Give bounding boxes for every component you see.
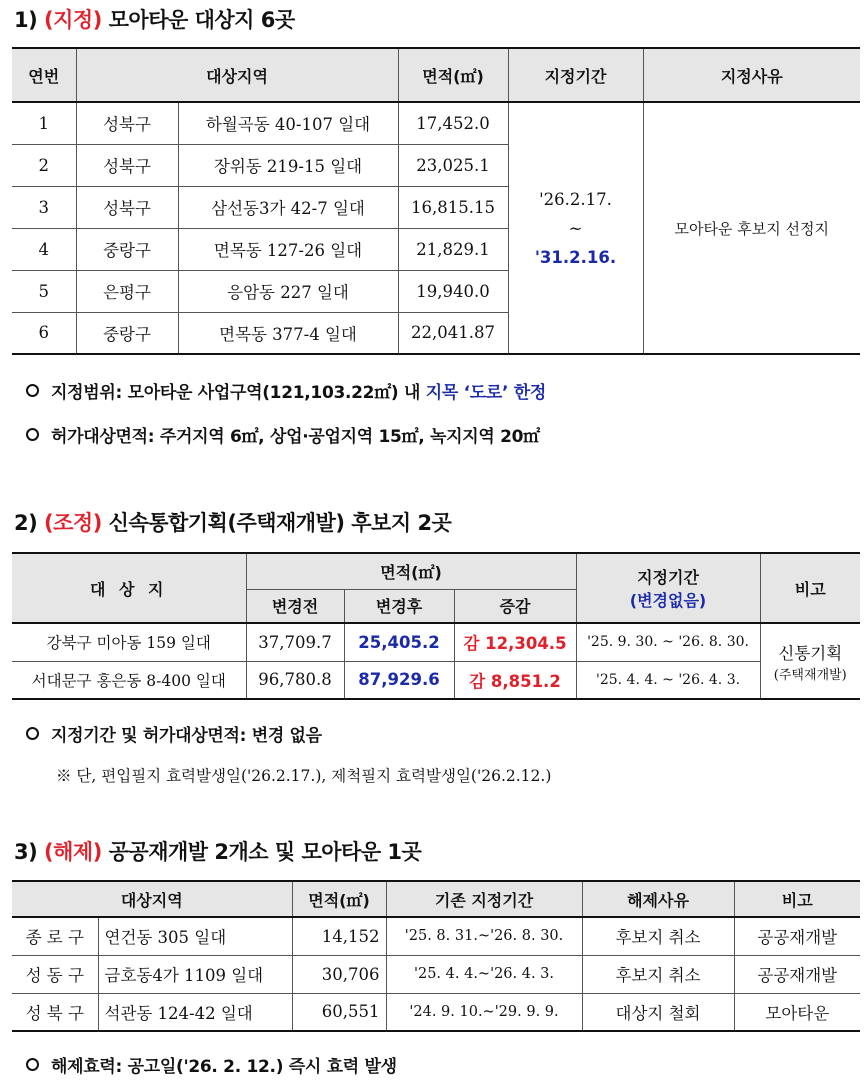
- period-tilde: ~: [568, 218, 583, 238]
- col-header-remark: 비고: [760, 553, 860, 623]
- row-period: '25. 4. 4.~'26. 4. 3.: [386, 955, 582, 993]
- section2-number: 2): [14, 511, 38, 535]
- section1-tag: (지정): [44, 8, 102, 32]
- section2-title: 신속통합기획(주택재개발) 후보지 2곳: [108, 511, 452, 535]
- col-header-no: 연번: [12, 48, 76, 102]
- col-header-remark: 비고: [734, 881, 860, 917]
- permit-area-text: 허가대상면적: 주거지역 6㎡, 상업·공업지역 15㎡, 녹지지역 20㎡: [51, 427, 540, 447]
- col-header-reason: 지정사유: [643, 48, 860, 102]
- row-before: 96,780.8: [246, 661, 344, 699]
- designation-table: [12, 47, 860, 355]
- row-reason: 대상지 철회: [582, 993, 734, 1031]
- row-gu: 성북구: [76, 186, 178, 228]
- row-gu: 중랑구: [76, 312, 178, 354]
- row-no: 5: [12, 270, 76, 312]
- row-no: 2: [12, 144, 76, 186]
- section3-heading: [14, 836, 421, 866]
- row-remark: 공공재개발: [734, 955, 860, 993]
- table-row: [12, 917, 860, 955]
- period-note: (변경없음): [629, 591, 707, 610]
- row-diff: 감 8,851.2: [454, 661, 576, 699]
- row-address: 장위동 219-15 일대: [178, 144, 398, 186]
- row-target: 서대문구 홍은동 8-400 일대: [12, 661, 246, 699]
- table-row: [12, 955, 860, 993]
- designation-period-cell: [508, 102, 643, 354]
- circle-bullet-icon: [26, 727, 39, 740]
- row-area: 17,452.0: [398, 102, 508, 144]
- section1-heading: [14, 4, 295, 34]
- row-gu: 은평구: [76, 270, 178, 312]
- row-area: 60,551: [292, 993, 386, 1031]
- section1-number: 1): [14, 8, 38, 32]
- row-gu: 성 북 구: [12, 993, 98, 1031]
- row-gu: 종 로 구: [12, 917, 98, 955]
- row-remark: 공공재개발: [734, 917, 860, 955]
- row-period: '25. 8. 31.~'26. 8. 30.: [386, 917, 582, 955]
- col-header-area: 면적(㎡): [246, 553, 576, 589]
- col-header-target: 대 상 지: [12, 553, 246, 623]
- section1-bullet-area: [26, 422, 540, 447]
- row-period: '25. 9. 30. ~ '26. 8. 30.: [576, 623, 760, 661]
- col-header-period: 지정기간: [508, 48, 643, 102]
- table-row: [12, 661, 860, 699]
- row-remark: 모아타운: [734, 993, 860, 1031]
- row-address: 면목동 127-26 일대: [178, 228, 398, 270]
- col-header-diff: 증감: [454, 589, 576, 623]
- row-address: 금호동4가 1109 일대: [98, 955, 292, 993]
- table-row: [12, 102, 860, 144]
- designation-reason-cell: 모아타운 후보지 선정지: [643, 102, 860, 354]
- row-before: 37,709.7: [246, 623, 344, 661]
- circle-bullet-icon: [26, 428, 39, 441]
- section3-bullet: [26, 1052, 397, 1077]
- period-end: '31.2.16.: [534, 247, 617, 267]
- section2-note: ※ 단, 편입필지 효력발생일('26.2.17.), 제척필지 효력발생일('26.2.12.): [56, 767, 552, 785]
- section3-tag: (해제): [44, 840, 102, 864]
- row-area: 30,706: [292, 955, 386, 993]
- section3-number: 3): [14, 840, 38, 864]
- section2-tag: (조정): [44, 511, 102, 535]
- section2-bullet: [26, 721, 322, 746]
- period-start: '26.2.17.: [539, 189, 612, 209]
- col-header-prev-period: 기존 지정기간: [386, 881, 582, 917]
- row-period: '25. 4. 4. ~ '26. 4. 3.: [576, 661, 760, 699]
- col-header-reason: 해제사유: [582, 881, 734, 917]
- row-target: 강북구 미아동 159 일대: [12, 623, 246, 661]
- row-no: 3: [12, 186, 76, 228]
- remark-sub: (주택재개발): [773, 667, 847, 683]
- row-gu: 성북구: [76, 102, 178, 144]
- remark-main: 신통기획: [778, 643, 843, 663]
- circle-bullet-icon: [26, 384, 39, 397]
- row-no: 4: [12, 228, 76, 270]
- release-table: [12, 880, 860, 1032]
- row-area: 21,829.1: [398, 228, 508, 270]
- col-header-region: 대상지역: [12, 881, 292, 917]
- section3-title: 공공재개발 2개소 및 모아타운 1곳: [108, 840, 422, 864]
- row-gu: 성 동 구: [12, 955, 98, 993]
- col-header-region: 대상지역: [76, 48, 398, 102]
- col-header-before: 변경전: [246, 589, 344, 623]
- row-area: 23,025.1: [398, 144, 508, 186]
- row-area: 14,152: [292, 917, 386, 955]
- row-address: 삼선동3가 42-7 일대: [178, 186, 398, 228]
- row-address: 하월곡동 40-107 일대: [178, 102, 398, 144]
- row-gu: 성북구: [76, 144, 178, 186]
- row-area: 16,815.15: [398, 186, 508, 228]
- scope-text: 지정범위: 모아타운 사업구역(121,103.22㎡) 내: [51, 383, 426, 403]
- col-header-area: 면적(㎡): [398, 48, 508, 102]
- row-address: 면목동 377-4 일대: [178, 312, 398, 354]
- row-after: 87,929.6: [344, 661, 454, 699]
- col-header-period: [576, 553, 760, 623]
- table-row: [12, 623, 860, 661]
- col-header-area: 면적(㎡): [292, 881, 386, 917]
- unchanged-text: 지정기간 및 허가대상면적: 변경 없음: [51, 726, 322, 746]
- row-area: 19,940.0: [398, 270, 508, 312]
- row-address: 응암동 227 일대: [178, 270, 398, 312]
- section1-bullet-scope: [26, 378, 546, 403]
- release-effect-text: 해제효력: 공고일('26. 2. 12.) 즉시 효력 발생: [51, 1057, 397, 1077]
- row-address: 연건동 305 일대: [98, 917, 292, 955]
- remark-cell: [760, 623, 860, 699]
- section2-heading: [14, 507, 451, 537]
- circle-bullet-icon: [26, 1058, 39, 1071]
- col-header-after: 변경후: [344, 589, 454, 623]
- table-row: [12, 993, 860, 1031]
- row-reason: 후보지 취소: [582, 955, 734, 993]
- scope-highlight: 지목 ‘도로’ 한정: [425, 383, 547, 403]
- row-diff: 감 12,304.5: [454, 623, 576, 661]
- row-after: 25,405.2: [344, 623, 454, 661]
- period-label: 지정기간: [637, 568, 699, 587]
- row-address: 석관동 124-42 일대: [98, 993, 292, 1031]
- row-no: 1: [12, 102, 76, 144]
- section1-title: 모아타운 대상지 6곳: [108, 8, 295, 32]
- adjustment-table: [12, 552, 860, 700]
- row-gu: 중랑구: [76, 228, 178, 270]
- row-reason: 후보지 취소: [582, 917, 734, 955]
- row-no: 6: [12, 312, 76, 354]
- row-period: '24. 9. 10.~'29. 9. 9.: [386, 993, 582, 1031]
- row-area: 22,041.87: [398, 312, 508, 354]
